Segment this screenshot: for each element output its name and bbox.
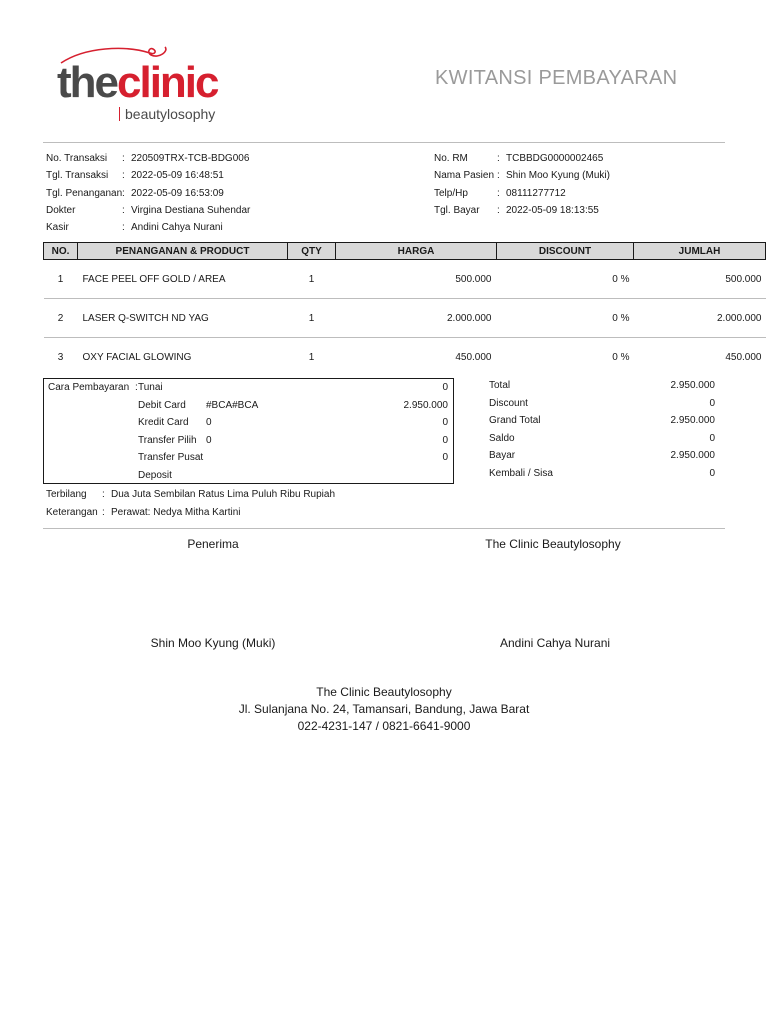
signature-left-name: Shin Moo Kyung (Muki) [150,636,276,650]
col-header-no: NO. [44,243,78,260]
clinic-logo [55,45,255,135]
total-row [489,447,715,464]
info-label: Tgl. Penanganan [46,188,123,199]
cell-amount: 500.000 [634,260,766,299]
signature-divider [43,528,725,529]
info-colon: : [102,507,105,518]
cell-discount: 0 % [497,299,634,338]
payment-method-name: Debit Card [138,400,186,411]
info-colon: : [497,170,500,181]
cell-no: 1 [44,260,78,299]
total-label: Bayar [489,450,516,461]
info-colon: : [122,170,125,181]
info-value: Virgina Destiana Suhendar [131,205,251,216]
info-value: Andini Cahya Nurani [131,222,223,233]
info-colon: : [497,205,500,216]
logo-text-clinic: clinic [117,58,218,107]
total-label: Total [489,380,511,391]
signature-right-name: Andini Cahya Nurani [499,636,611,650]
cell-no: 3 [57,351,64,363]
total-value: 2.950.000 [670,415,715,426]
cell-price: 2.000.000 [336,299,497,338]
info-row-medical-record [434,151,724,167]
info-colon: : [122,153,125,164]
table-row [44,260,766,299]
header-divider [43,142,725,143]
payment-row-deposit [138,467,448,484]
payment-row-transfer-pilih [138,432,448,449]
info-row-cashier [46,220,406,236]
cell-qty: 1 [288,299,336,338]
cell-no: 2 [44,299,78,338]
info-value: 2022-05-09 18:13:55 [506,205,599,216]
cell-amount: 2.000.000 [634,299,766,338]
info-value: TCBBDG0000002465 [506,153,604,164]
payment-method-name: Transfer Pilih [138,435,197,446]
info-row-treatment-date [46,186,406,202]
total-label: Grand Total [489,415,541,426]
total-value: 2.950.000 [670,450,715,461]
col-header-price: HARGA [336,243,497,260]
cell-price: 450.000 [455,351,492,363]
total-value: 2.950.000 [670,380,715,391]
info-row-doctor [46,203,406,219]
col-header-qty: QTY [288,243,336,260]
logo-tagline: beautylosophy [119,107,215,121]
col-header-treatment: PENANGANAN & PRODUCT [78,243,288,260]
info-label: Tgl. Transaksi [46,170,109,181]
amount-in-words-row [46,487,646,503]
total-row [489,412,715,429]
info-colon: : [122,188,125,199]
col-header-discount: DISCOUNT [497,243,634,260]
total-row [489,395,715,412]
info-label: Kasir [46,222,69,233]
notes-value: Perawat: Nedya Mitha Kartini [111,507,241,518]
notes-label: Keterangan [46,507,98,518]
payment-method-name: Deposit [138,470,172,481]
info-colon: : [497,153,500,164]
payment-method-name: Tunai [138,382,163,393]
cell-discount: 0 % [612,351,630,363]
info-label: Dokter [46,205,76,216]
info-colon: : [102,489,105,500]
info-value: 2022-05-09 16:48:51 [131,170,224,181]
payment-method-amount: 0 [442,452,448,463]
signature-right-title: The Clinic Beautylosophy [485,537,621,551]
document-title: KWITANSI PEMBAYARAN [435,67,678,89]
info-label: No. RM [434,153,468,164]
total-row [489,465,715,482]
info-row-payment-date [434,203,724,219]
info-label: No. Transaksi [46,153,108,164]
logo-text-the: the [57,58,117,107]
cell-price: 500.000 [336,260,497,299]
payment-row-credit-card [138,414,448,431]
payment-method-amount: 0 [442,382,448,393]
info-row-phone [434,186,724,202]
info-colon: : [122,222,125,233]
cell-item: OXY FACIAL GLOWING [82,351,192,363]
table-header-row [44,243,766,260]
payment-method-box [43,378,454,484]
info-label: Tgl. Bayar [434,205,480,216]
info-row-transaction-date [46,168,406,184]
total-label: Discount [489,398,528,409]
signature-left-title: Penerima [187,537,239,551]
payment-method-amount: 0 [442,417,448,428]
table-row [44,338,766,377]
payment-method-ref: 0 [206,435,212,446]
info-value: Shin Moo Kyung (Muki) [506,170,610,181]
info-colon: : [497,188,500,199]
payment-method-ref: 0 [206,417,212,428]
table-row [44,299,766,338]
footer-phone: 022-4231-147 / 0821-6641-9000 [297,719,471,733]
footer-clinic-name: The Clinic Beautylosophy [316,685,452,699]
cell-qty: 1 [288,260,336,299]
payment-method-label-row [48,379,138,396]
info-row-patient-name [434,168,724,184]
total-label: Kembali / Sisa [489,468,553,479]
cell-item: LASER Q-SWITCH ND YAG [78,299,288,338]
info-row-transaction-no [46,151,406,167]
info-label: Telp/Hp [434,188,468,199]
info-value: 08111277712 [506,188,566,199]
payment-method-amount: 2.950.000 [403,400,448,411]
payment-row-cash [138,379,448,396]
col-header-amount: JUMLAH [634,243,766,260]
payment-method-name: Transfer Pusat [138,452,204,463]
total-value: 0 [709,398,715,409]
footer-address: Jl. Sulanjana No. 24, Tamansari, Bandung, Jawa Barat [238,702,530,716]
total-label: Saldo [489,433,515,444]
info-value: 220509TRX-TCB-BDG006 [131,153,250,164]
info-value: 2022-05-09 16:53:09 [131,188,224,199]
cell-amount: 450.000 [725,351,762,363]
total-row [489,377,715,394]
total-row [489,430,715,447]
cell-item: FACE PEEL OFF GOLD / AREA [78,260,288,299]
cell-discount: 0 % [497,260,634,299]
info-label: Nama Pasien [434,170,495,181]
info-colon: : [122,205,125,216]
payment-method-name: Kredit Card [138,417,189,428]
payment-row-transfer-pusat [138,449,448,466]
total-value: 0 [709,468,715,479]
payment-method-amount: 0 [442,435,448,446]
cell-qty: 1 [308,351,315,363]
payment-row-debit-card [138,397,448,414]
payment-method-ref: #BCA#BCA [206,400,259,411]
notes-row [46,505,646,521]
payment-method-label: Cara Pembayaran [48,382,130,393]
total-value: 0 [709,433,715,444]
items-table [43,242,766,376]
amount-in-words-label: Terbilang [46,489,87,500]
amount-in-words-value: Dua Juta Sembilan Ratus Lima Puluh Ribu Rupiah [111,489,336,500]
info-colon: : [134,382,138,393]
